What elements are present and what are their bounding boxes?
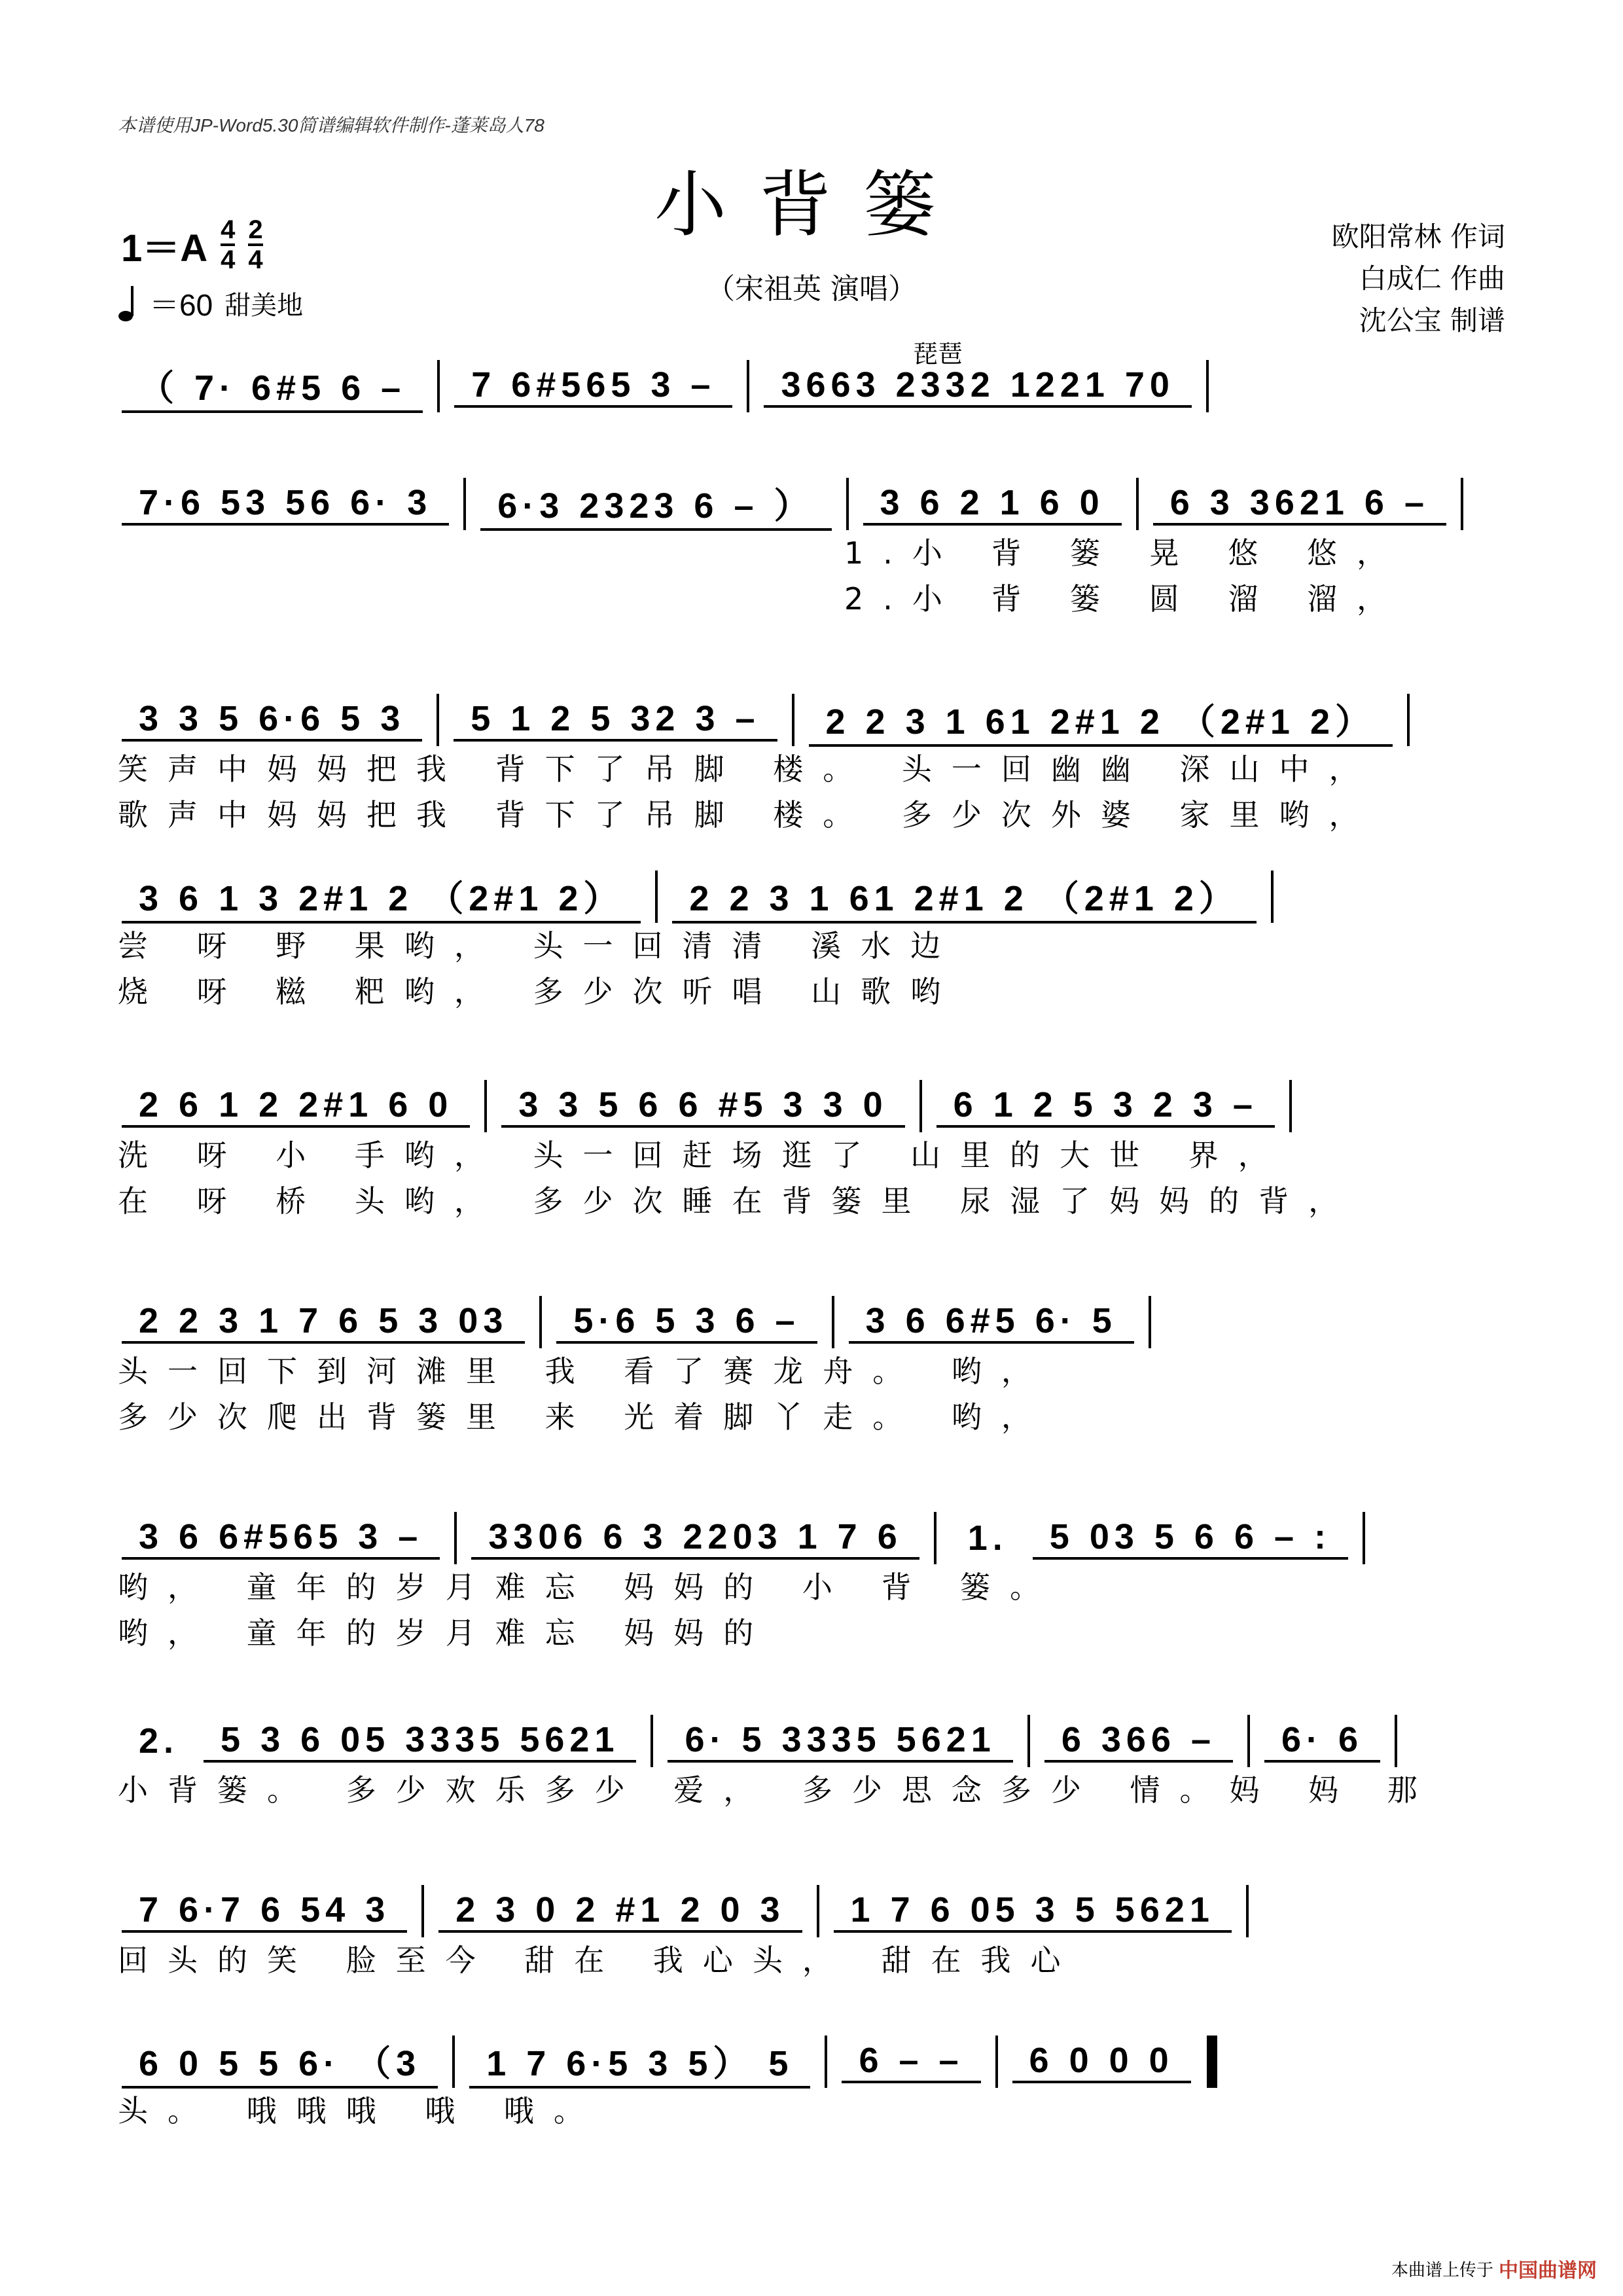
lyric-line: 回头的笑 脸至今 甜在 我心头， 甜在我心 (118, 1943, 1080, 1978)
bar-line (421, 1885, 424, 1937)
note-group: 3663 2332 1221 70 (764, 365, 1191, 408)
notation-row (118, 2036, 1505, 2088)
bar-line (934, 1512, 936, 1564)
bar-line (1247, 1715, 1250, 1767)
credits (1332, 216, 1505, 342)
bar-line (463, 478, 466, 530)
note-group: 3306 6 3 2203 1 7 6 (471, 1516, 919, 1560)
score-system (118, 2036, 1505, 2134)
bar-line (454, 1512, 457, 1564)
note-group: 7·6 53 56 6· 3 (122, 482, 449, 526)
note-group: 3 6 2 1 6 0 (863, 482, 1122, 526)
score-system (118, 1296, 1505, 1440)
bar-line (817, 1885, 819, 1937)
note-group: 2 2 3 1 7 6 5 3 03 (122, 1300, 525, 1344)
note-group: 6· 5 3335 5621 (668, 1719, 1012, 1763)
volta-label: 1. (967, 1518, 1008, 1558)
instrument-label: 琵琶 (913, 340, 963, 368)
lyric-line: 头一回下到河滩里 我 看了赛龙舟。 哟， (118, 1354, 1051, 1389)
score-system (118, 360, 1505, 412)
lyric-line: 烧 呀 糍 粑哟， 多少次听唱 山歌哟 (118, 974, 961, 1009)
quarter-note-icon (118, 283, 137, 323)
bar-line (995, 2036, 998, 2088)
bar-line (1407, 694, 1410, 746)
note-group: 6 1 2 5 3 2 3 – (936, 1085, 1275, 1128)
footer-brand: 中国曲谱网 (1499, 2259, 1597, 2282)
bar-line (919, 1080, 922, 1132)
lyric-line: 2.小 背 篓 圆 溜 溜， (844, 581, 1406, 617)
note-group: 1 7 6·5 3 5） 5 (469, 2036, 810, 2089)
bar-line (747, 360, 749, 412)
bar-line (832, 1296, 834, 1348)
bar-line (1246, 1885, 1249, 1937)
score-system (118, 1715, 1505, 1813)
score-system (118, 478, 1505, 622)
lyricist: 欧阳常林 作词 (1331, 221, 1505, 253)
transcriber: 沈公宝 制谱 (1359, 304, 1505, 336)
singer-credit: （宋祖英 演唱） (706, 272, 917, 306)
score-system (118, 694, 1505, 838)
notation-row (118, 1080, 1505, 1132)
lyric-line: 小背篓。 多少欢乐多少 爱， 多少思念多少 情。妈 妈 那 (118, 1772, 1437, 1808)
bar-line (1206, 360, 1209, 412)
bar-line (539, 1296, 542, 1348)
lyric-line: 哟， 童年的岁月难忘 妈妈的 (118, 1615, 774, 1651)
lyric-line: 尝 呀 野 果哟， 头一回清清 溪水边 (118, 928, 961, 963)
bar-line (792, 694, 794, 746)
note-group: 6· 6 (1264, 1719, 1380, 1763)
lyric-line: 哟， 童年的岁月难忘 妈妈的 小 背 篓。 (118, 1570, 1060, 1605)
composer: 白成仁 作曲 (1359, 262, 1505, 295)
bar-line (1461, 478, 1463, 530)
software-note: 本谱使用JP-Word5.30简谱编辑软件制作-蓬莱岛人78 (118, 115, 544, 135)
footer (1391, 2254, 1597, 2283)
lyric-line: 洗 呀 小 手哟， 头一回赶场逛了 山里的大世 界， (118, 1138, 1288, 1173)
bar-line (1027, 1715, 1030, 1767)
bar-line (825, 2036, 827, 2088)
bar-line (452, 2036, 455, 2088)
bar-line (846, 478, 849, 530)
lyric-line: 多少次爬出背篓里 来 光着脚丫走。 哟， (118, 1399, 1051, 1435)
notation-row (118, 870, 1505, 923)
note-group: 6·3 2323 6 – ） (480, 478, 831, 531)
note-group: 3 6 1 3 2#1 2 （2#1 2） (122, 870, 641, 924)
notation-row (118, 694, 1505, 746)
tempo-value: ＝60 (149, 288, 213, 322)
notation-row (118, 1715, 1505, 1767)
note-group: 5·6 5 3 6 – (556, 1300, 817, 1344)
lyric-line: 头。 哦哦哦 哦 哦。 (118, 2093, 603, 2128)
note-group: 5 03 5 6 6 – : (1033, 1516, 1348, 1560)
score-system (118, 1512, 1505, 1656)
note-group: 6 0 0 0 (1012, 2040, 1191, 2083)
note-group: 2 2 3 1 61 2#1 2 （2#1 2） (809, 694, 1393, 747)
score-system (118, 870, 1505, 1014)
score-system (118, 1080, 1505, 1224)
time-signature-1: $\frac{4}{4}$ (221, 215, 236, 274)
note-group: 5 3 6 05 3335 5621 (204, 1719, 636, 1763)
note-group: 2 6 1 2 2#1 6 0 (122, 1085, 470, 1128)
note-group: 2 2 3 1 61 2#1 2 （2#1 2） (672, 870, 1256, 924)
notation-row (118, 478, 1505, 530)
lyric-line: 1.小 背 篓 晃 悠 悠， (844, 535, 1406, 571)
final-bar-line (1207, 2036, 1217, 2088)
tempo-mood: 甜美地 (224, 291, 304, 320)
note-group: 3 6 6#5 6· 5 (849, 1300, 1134, 1344)
bar-line (437, 694, 439, 746)
bar-line (484, 1080, 487, 1132)
song-title: 小背篓 (654, 163, 969, 247)
note-group: 2 3 0 2 #1 2 0 3 (438, 1890, 802, 1933)
bar-line (1395, 1715, 1397, 1767)
note-group: 7 6#565 3 – (454, 365, 732, 408)
note-group: 7 6·7 6 54 3 (122, 1890, 407, 1933)
bar-line (1149, 1296, 1151, 1348)
bar-line (651, 1715, 653, 1767)
lyric-line: 在 呀 桥 头哟， 多少次睡在背篓里 尿湿了妈妈的背， (118, 1183, 1359, 1219)
note-group: 6 – – (842, 2040, 980, 2083)
notation-row (118, 1885, 1505, 1937)
notation-row (118, 1296, 1505, 1348)
note-group: （ 7· 6#5 6 – (122, 360, 423, 413)
footer-text: 本曲谱上传于 (1391, 2260, 1493, 2280)
bar-line (1271, 870, 1274, 923)
note-group: 1 7 6 05 3 5 5621 (834, 1890, 1232, 1933)
note-group: 6 366 – (1044, 1719, 1233, 1763)
note-group: 3 6 6#565 3 – (122, 1516, 440, 1560)
notation-row (118, 1512, 1505, 1564)
lyric-line: 笑声中妈妈把我 背下了吊脚 楼。 头一回幽幽 深山中， (118, 751, 1379, 787)
time-signature-2: $\frac{2}{4}$ (248, 215, 263, 274)
note-group: 3 3 5 6 6 #5 3 3 0 (501, 1085, 904, 1128)
notation-row (118, 360, 1505, 412)
key-signature (121, 216, 263, 274)
bar-line (437, 360, 440, 412)
key-label: 1＝A (121, 227, 208, 270)
volta-label: 2. (139, 1721, 179, 1761)
lyric-line: 歌声中妈妈把我 背下了吊脚 楼。 多少次外婆 家里哟， (118, 797, 1379, 833)
note-group: 6 0 5 5 6· （3 (122, 2036, 438, 2089)
note-group: 5 1 2 5 32 3 – (454, 698, 777, 742)
bar-line (1136, 478, 1139, 530)
note-group: 3 3 5 6·6 5 3 (122, 698, 422, 742)
bar-line (655, 870, 658, 923)
score-system (118, 1885, 1505, 1983)
tempo-marking (118, 281, 303, 325)
note-group: 6 3 3621 6 – (1153, 482, 1446, 526)
bar-line (1363, 1512, 1365, 1564)
bar-line (1289, 1080, 1292, 1132)
